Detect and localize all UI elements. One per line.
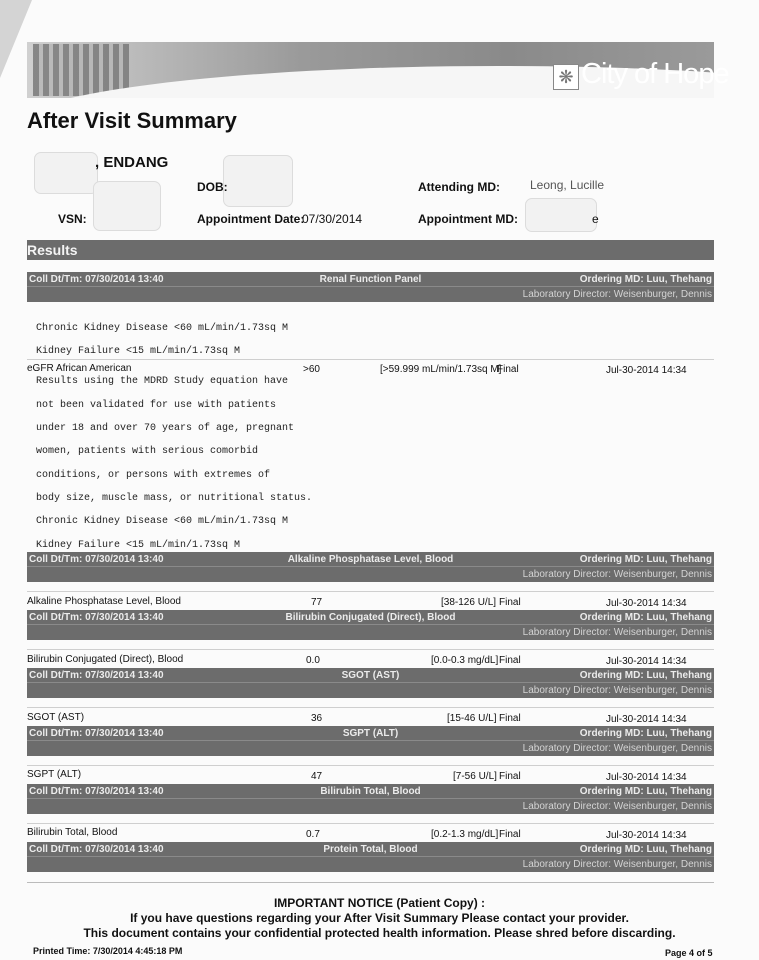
ordering-md: Ordering MD: Luu, Thehang — [579, 728, 712, 739]
note-line: Kidney Failure <15 mL/min/1.73sq M — [36, 346, 241, 357]
panel-name: Renal Function Panel — [319, 274, 422, 285]
section-header-protein-total — [27, 842, 714, 872]
collection-datetime: Coll Dt/Tm: 07/30/2014 13:40 — [29, 728, 164, 739]
row-divider — [27, 649, 714, 650]
lab-director: Laboratory Director: Weisenburger, Dennis — [522, 743, 712, 754]
redaction-mark — [223, 155, 293, 207]
collection-datetime: Coll Dt/Tm: 07/30/2014 13:40 — [29, 274, 164, 285]
collection-datetime: Coll Dt/Tm: 07/30/2014 13:40 — [29, 612, 164, 623]
lab-director: Laboratory Director: Weisenburger, Dennis — [522, 801, 712, 812]
redaction-mark — [93, 181, 161, 231]
result-status: Final — [499, 655, 521, 666]
result-value: 0.7 — [306, 829, 320, 840]
row-divider — [27, 591, 714, 592]
result-date: Jul-30-2014 14:34 — [606, 598, 687, 609]
ordering-md: Ordering MD: Luu, Thehang — [579, 844, 712, 855]
appointment-date-label: Appointment Date: — [197, 212, 305, 226]
result-range: [0.2-1.3 mg/dL] — [431, 829, 499, 840]
section-header-alkaline — [27, 552, 714, 582]
ordering-md: Ordering MD: Luu, Thehang — [579, 612, 712, 623]
footer-divider — [27, 882, 714, 883]
dob-label: DOB: — [197, 180, 228, 194]
panel-name: Alkaline Phosphatase Level, Blood — [287, 554, 454, 565]
attending-md-label: Attending MD: — [418, 180, 500, 194]
lab-director: Laboratory Director: Weisenburger, Dennis — [522, 859, 712, 870]
result-date: Jul-30-2014 14:34 — [606, 365, 687, 376]
results-header: Results — [27, 240, 714, 260]
lab-director: Laboratory Director: Weisenburger, Dennis — [522, 685, 712, 696]
note-line: Kidney Failure <15 mL/min/1.73sq M — [36, 540, 241, 551]
row-divider — [27, 823, 714, 824]
note-line: women, patients with serious comorbid — [36, 446, 259, 457]
attending-md-value: Leong, Lucille — [530, 178, 605, 192]
ordering-md: Ordering MD: Luu, Thehang — [579, 274, 712, 285]
result-name: Bilirubin Total, Blood — [27, 827, 118, 838]
result-date: Jul-30-2014 14:34 — [606, 656, 687, 667]
section-header-sgpt — [27, 726, 714, 756]
result-range: [0.0-0.3 mg/dL] — [431, 655, 499, 666]
result-date: Jul-30-2014 14:34 — [606, 714, 687, 725]
result-name: SGPT (ALT) — [27, 769, 82, 780]
result-value: 0.0 — [306, 655, 320, 666]
result-range: [>59.999 mL/min/1.73sq M] — [380, 364, 502, 375]
collection-datetime: Coll Dt/Tm: 07/30/2014 13:40 — [29, 786, 164, 797]
lab-director: Laboratory Director: Weisenburger, Dennis — [522, 627, 712, 638]
note-line: Results using the MDRD Study equation have — [36, 376, 289, 387]
panel-name: SGOT (AST) — [341, 670, 400, 681]
logo-icon: ❋ — [553, 64, 579, 90]
note-line: not been validated for use with patients — [36, 400, 277, 411]
row-divider — [27, 707, 714, 708]
brand-logo: City of Hope — [581, 58, 729, 90]
notice-line-1: If you have questions regarding your After Visit Summary Please contact your provider. — [130, 911, 629, 925]
notice-title: IMPORTANT NOTICE (Patient Copy) : — [273, 896, 486, 910]
collection-datetime: Coll Dt/Tm: 07/30/2014 13:40 — [29, 670, 164, 681]
result-name: SGOT (AST) — [27, 712, 85, 723]
panel-name: Bilirubin Total, Blood — [320, 786, 421, 797]
result-name: Alkaline Phosphatase Level, Blood — [27, 596, 181, 607]
panel-name: SGPT (ALT) — [342, 728, 399, 739]
section-header-bilirubin-total — [27, 784, 714, 814]
building-image — [33, 44, 129, 96]
result-name: Bilirubin Conjugated (Direct), Blood — [27, 654, 184, 665]
collection-datetime: Coll Dt/Tm: 07/30/2014 13:40 — [29, 554, 164, 565]
note-line: Chronic Kidney Disease <60 mL/min/1.73sq M — [36, 323, 289, 334]
redaction-mark — [34, 152, 98, 194]
result-status: Final — [499, 829, 521, 840]
collection-datetime: Coll Dt/Tm: 07/30/2014 13:40 — [29, 844, 164, 855]
result-value: 36 — [311, 713, 323, 724]
ordering-md: Ordering MD: Luu, Thehang — [579, 786, 712, 797]
section-header-renal — [27, 272, 714, 302]
section-header-sgot — [27, 668, 714, 698]
page-number: Page 4 of 5 — [665, 948, 713, 958]
appointment-md-label: Appointment MD: — [418, 212, 518, 226]
panel-name: Protein Total, Blood — [323, 844, 418, 855]
result-status: Final — [499, 597, 521, 608]
lab-director: Laboratory Director: Weisenburger, Dennis — [522, 289, 712, 300]
result-date: Jul-30-2014 14:34 — [606, 830, 687, 841]
note-line: under 18 and over 70 years of age, pregnant — [36, 423, 295, 434]
row-divider — [27, 765, 714, 766]
result-range: [7-56 U/L] — [453, 771, 497, 782]
note-line: Chronic Kidney Disease <60 mL/min/1.73sq M — [36, 516, 289, 527]
result-range: [38-126 U/L] — [441, 597, 497, 608]
ordering-md: Ordering MD: Luu, Thehang — [579, 554, 712, 565]
ordering-md: Ordering MD: Luu, Thehang — [579, 670, 712, 681]
result-date: Jul-30-2014 14:34 — [606, 772, 687, 783]
row-divider — [27, 359, 714, 360]
panel-name: Bilirubin Conjugated (Direct), Blood — [285, 612, 456, 623]
patient-name: , ENDANG — [95, 154, 169, 171]
result-value: 77 — [311, 597, 323, 608]
result-value: 47 — [311, 771, 323, 782]
page-title: After Visit Summary — [27, 108, 237, 133]
section-header-bilirubin-conjugated — [27, 610, 714, 640]
lab-director: Laboratory Director: Weisenburger, Dennis — [522, 569, 712, 580]
appointment-md-value: e — [592, 212, 599, 226]
appointment-date-value: 07/30/2014 — [302, 212, 363, 226]
note-line: body size, muscle mass, or nutritional status. — [36, 493, 313, 504]
result-range: [15-46 U/L] — [447, 713, 497, 724]
note-line: conditions, or persons with extremes of — [36, 470, 271, 481]
redaction-mark — [525, 198, 597, 232]
result-status: Final — [499, 713, 521, 724]
result-status: Final — [497, 364, 519, 375]
result-status: Final — [499, 771, 521, 782]
printed-time: Printed Time: 7/30/2014 4:45:18 PM — [33, 946, 183, 956]
result-value: >60 — [303, 364, 320, 375]
result-name: eGFR African American — [27, 363, 132, 374]
notice-line-2: This document contains your confidential protected health information. Please shred before discarding. — [83, 926, 676, 940]
vsn-label: VSN: — [58, 212, 87, 226]
